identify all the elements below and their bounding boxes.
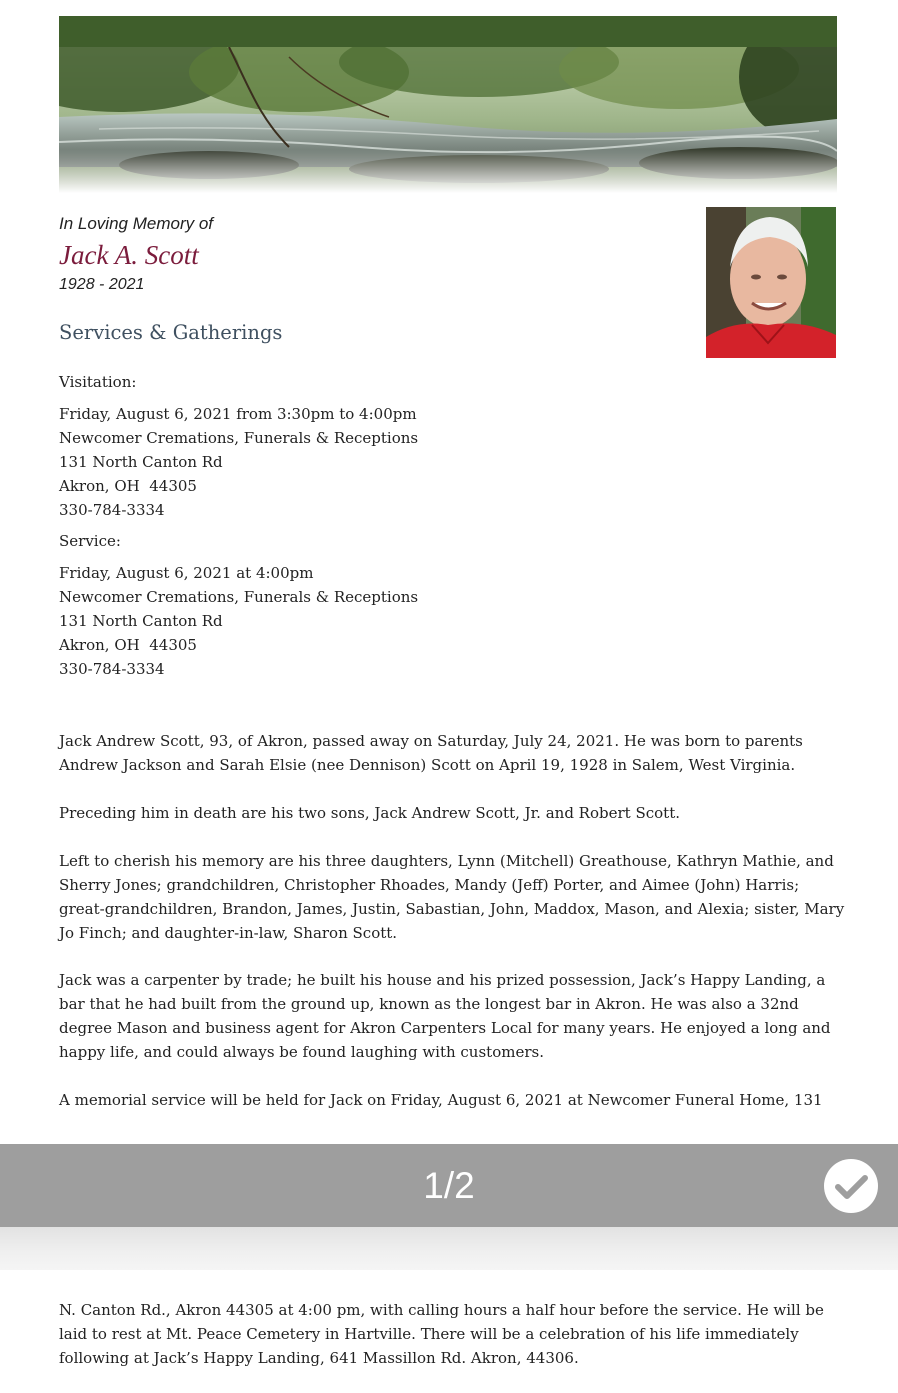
event-street: 131 North Canton Rd: [59, 453, 223, 471]
event-city: Akron, OH 44305: [59, 477, 197, 495]
banner-green-strip: [59, 16, 837, 47]
obituary-paragraph-continued: N. Canton Rd., Akron 44305 at 4:00 pm, with calling hours a half hour before the service. He will be laid to rest at Mt. Peace Cemetery in Hartville. There will be a celebration of his life immediately following at Jack’s Happy Landing, 641 Massillon Rd. Akron, 44306.: [59, 1301, 824, 1367]
river-landscape-image: [59, 47, 837, 193]
event-label: Visitation:: [59, 373, 137, 391]
deceased-name: Jack A. Scott: [59, 240, 199, 270]
page-indicator-bar: [0, 1144, 898, 1227]
obituary-paragraph: Jack was a carpenter by trade; he built his house and his prized possession, Jack’s Happy Landing, a bar that he had built from the ground up, known as the longest bar in Akron. He was also a 32nd degree Mason and business agent for Akron Carpenters Local for many years. He enjoyed a long and happy life, and could always be found laughing with customers.: [59, 971, 831, 1061]
obituary-paragraph: Preceding him in death are his two sons, Jack Andrew Scott, Jr. and Robert Scott.: [59, 804, 680, 822]
services-heading: Services & Gatherings: [59, 321, 283, 344]
memorial-intro: In Loving Memory of: [59, 214, 214, 233]
life-dates: 1928 - 2021: [59, 276, 145, 293]
obituary-paragraph: Left to cherish his memory are his three daughters, Lynn (Mitchell) Greathouse, Kathryn Mathie, and Sherry Jones; grandchildren, Christopher Rhoades, Mandy (Jeff) Porter, and Aimee (John) Harris; great-grandchildren, Brandon, James, Justin, Sabastian, John, Maddox, Mason, and Alexia; sister, Mary Jo Finch; and daughter-in-law, Sharon Scott.: [59, 852, 845, 942]
page-count: 1/2: [423, 1165, 475, 1206]
page-gap: [0, 1227, 898, 1270]
event-city: Akron, OH 44305: [59, 636, 197, 654]
event-datetime: Friday, August 6, 2021 at 4:00pm: [59, 564, 314, 582]
obituary-paragraph: A memorial service will be held for Jack on Friday, August 6, 2021 at Newcomer Funeral Home, 131: [59, 1091, 823, 1109]
event-venue: Newcomer Cremations, Funerals & Receptions: [59, 588, 419, 606]
service-event: [59, 529, 418, 681]
obituary-paragraph: Jack Andrew Scott, 93, of Akron, passed away on Saturday, July 24, 2021. He was born to parents Andrew Jackson and Sarah Elsie (nee Dennison) Scott on April 19, 1928 in Salem, West Virginia.: [59, 732, 803, 774]
visitation-event: [59, 370, 418, 522]
header-banner: [59, 16, 837, 193]
event-phone: 330-784-3334: [59, 501, 165, 519]
confirm-button[interactable]: [824, 1159, 878, 1213]
event-street: 131 North Canton Rd: [59, 612, 223, 630]
event-venue: Newcomer Cremations, Funerals & Receptions: [59, 429, 419, 447]
event-label: Service:: [59, 532, 121, 550]
check-icon: [824, 1159, 878, 1213]
event-datetime: Friday, August 6, 2021 from 3:30pm to 4:00pm: [59, 405, 417, 423]
event-phone: 330-784-3334: [59, 660, 165, 678]
portrait-photo: [706, 207, 836, 358]
